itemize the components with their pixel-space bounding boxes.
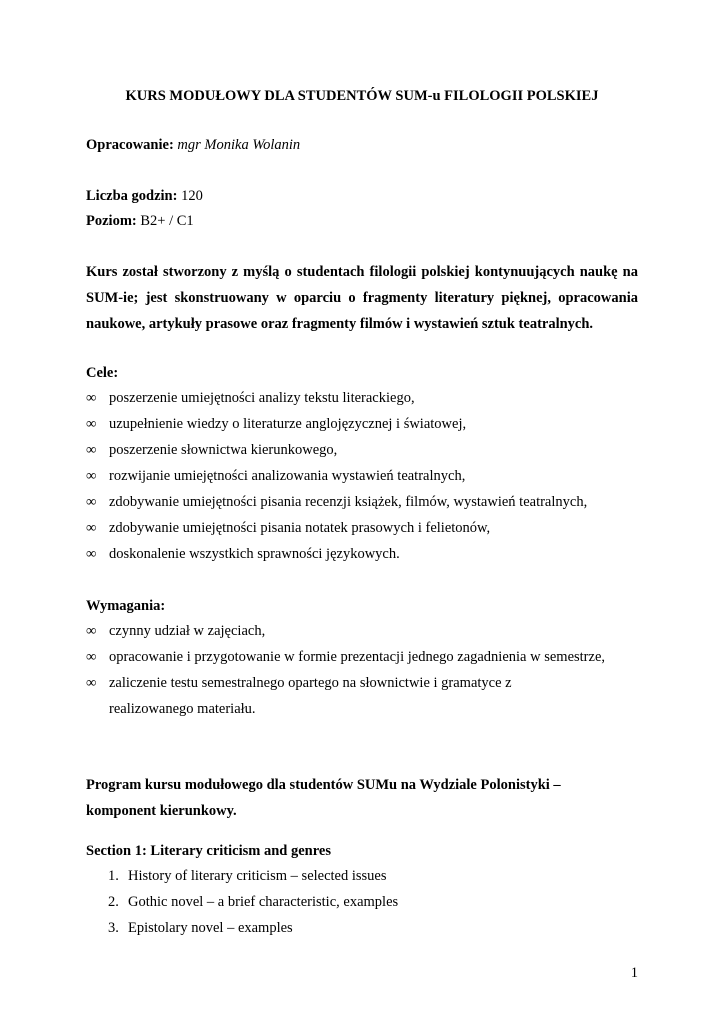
page-number: 1 — [630, 965, 638, 981]
hours-line — [86, 183, 638, 209]
author-value: mgr Monika Wolanin — [177, 137, 301, 153]
requirements-heading: Wymagania: — [86, 598, 166, 614]
program-heading-line: komponent kierunkowy. — [86, 803, 237, 819]
infinity-bullet-icon: ∞ — [86, 468, 97, 484]
author-line — [86, 132, 638, 158]
section1-item: 1. History of literary criticism – selected issues — [108, 868, 387, 884]
infinity-bullet-icon: ∞ — [86, 546, 97, 562]
infinity-bullet-icon: ∞ — [86, 416, 97, 432]
goal-item: ∞ zdobywanie umiejętności pisania recenzji książek, filmów, wystawień teatralnych, — [86, 489, 638, 515]
infinity-bullet-icon: ∞ — [86, 390, 97, 406]
infinity-bullet-icon: ∞ — [86, 623, 97, 639]
goal-item: ∞ rozwijanie umiejętności analizowania wystawień teatralnych, — [86, 463, 638, 489]
program-heading — [86, 772, 638, 824]
infinity-bullet-icon: ∞ — [86, 494, 97, 510]
infinity-bullet-icon: ∞ — [86, 442, 97, 458]
goal-item: ∞ poszerzenie umiejętności analizy tekstu literackiego, — [86, 385, 638, 411]
hours-value: 120 — [181, 188, 203, 204]
section1-heading: Section 1: Literary criticism and genres — [86, 843, 331, 859]
intro-paragraph — [86, 259, 638, 337]
goal-item: ∞ doskonalenie wszystkich sprawności językowych. — [86, 541, 638, 567]
intro-line: naukowe, artykuły prasowe oraz fragmenty filmów i wystawień sztuk teatralnych. — [86, 316, 594, 332]
hours-label: Liczba godzin: — [86, 188, 178, 204]
requirements-list — [86, 618, 638, 722]
level-value: B2+ / C1 — [140, 213, 194, 229]
goal-item: ∞ uzupełnienie wiedzy o literaturze anglojęzycznej i światowej, — [86, 411, 638, 437]
infinity-bullet-icon: ∞ — [86, 675, 97, 691]
section1-list — [86, 863, 638, 941]
goals-list — [86, 385, 638, 567]
requirement-item: ∞ opracowanie i przygotowanie w formie prezentacji jednego zagadnienia w semestrze, — [86, 644, 638, 670]
level-label: Poziom: — [86, 213, 137, 229]
infinity-bullet-icon: ∞ — [86, 520, 97, 536]
infinity-bullet-icon: ∞ — [86, 649, 97, 665]
section1-item: 2. Gothic novel – a brief characteristic, examples — [108, 894, 399, 910]
goal-item: ∞ zdobywanie umiejętności pisania notatek prasowych i felietonów, — [86, 515, 638, 541]
intro-line: Kurs został stworzony z myślą o studentach filologii polskiej kontynuujących naukę na — [86, 264, 638, 280]
goals-heading: Cele: — [86, 365, 119, 381]
author-label: Opracowanie: — [86, 137, 174, 153]
program-heading-line: Program kursu modułowego dla studentów SUMu na Wydziale Polonistyki – — [86, 777, 561, 793]
section1-item: 3. Epistolary novel – examples — [108, 920, 293, 936]
level-line — [86, 208, 638, 234]
requirement-item: ∞ zaliczenie testu semestralnego opartego na słownictwie i gramatyce z realizowanego materiału. — [86, 670, 638, 722]
intro-line: SUM-ie; jest skonstruowany w oparciu o fragmenty literatury pięknej, opracowania — [86, 290, 638, 306]
document-title: KURS MODUŁOWY DLA STUDENTÓW SUM-u FILOLOGII POLSKIEJ — [125, 88, 599, 104]
requirement-item: ∞ czynny udział w zajęciach, — [86, 618, 638, 644]
goal-item: ∞ poszerzenie słownictwa kierunkowego, — [86, 437, 638, 463]
